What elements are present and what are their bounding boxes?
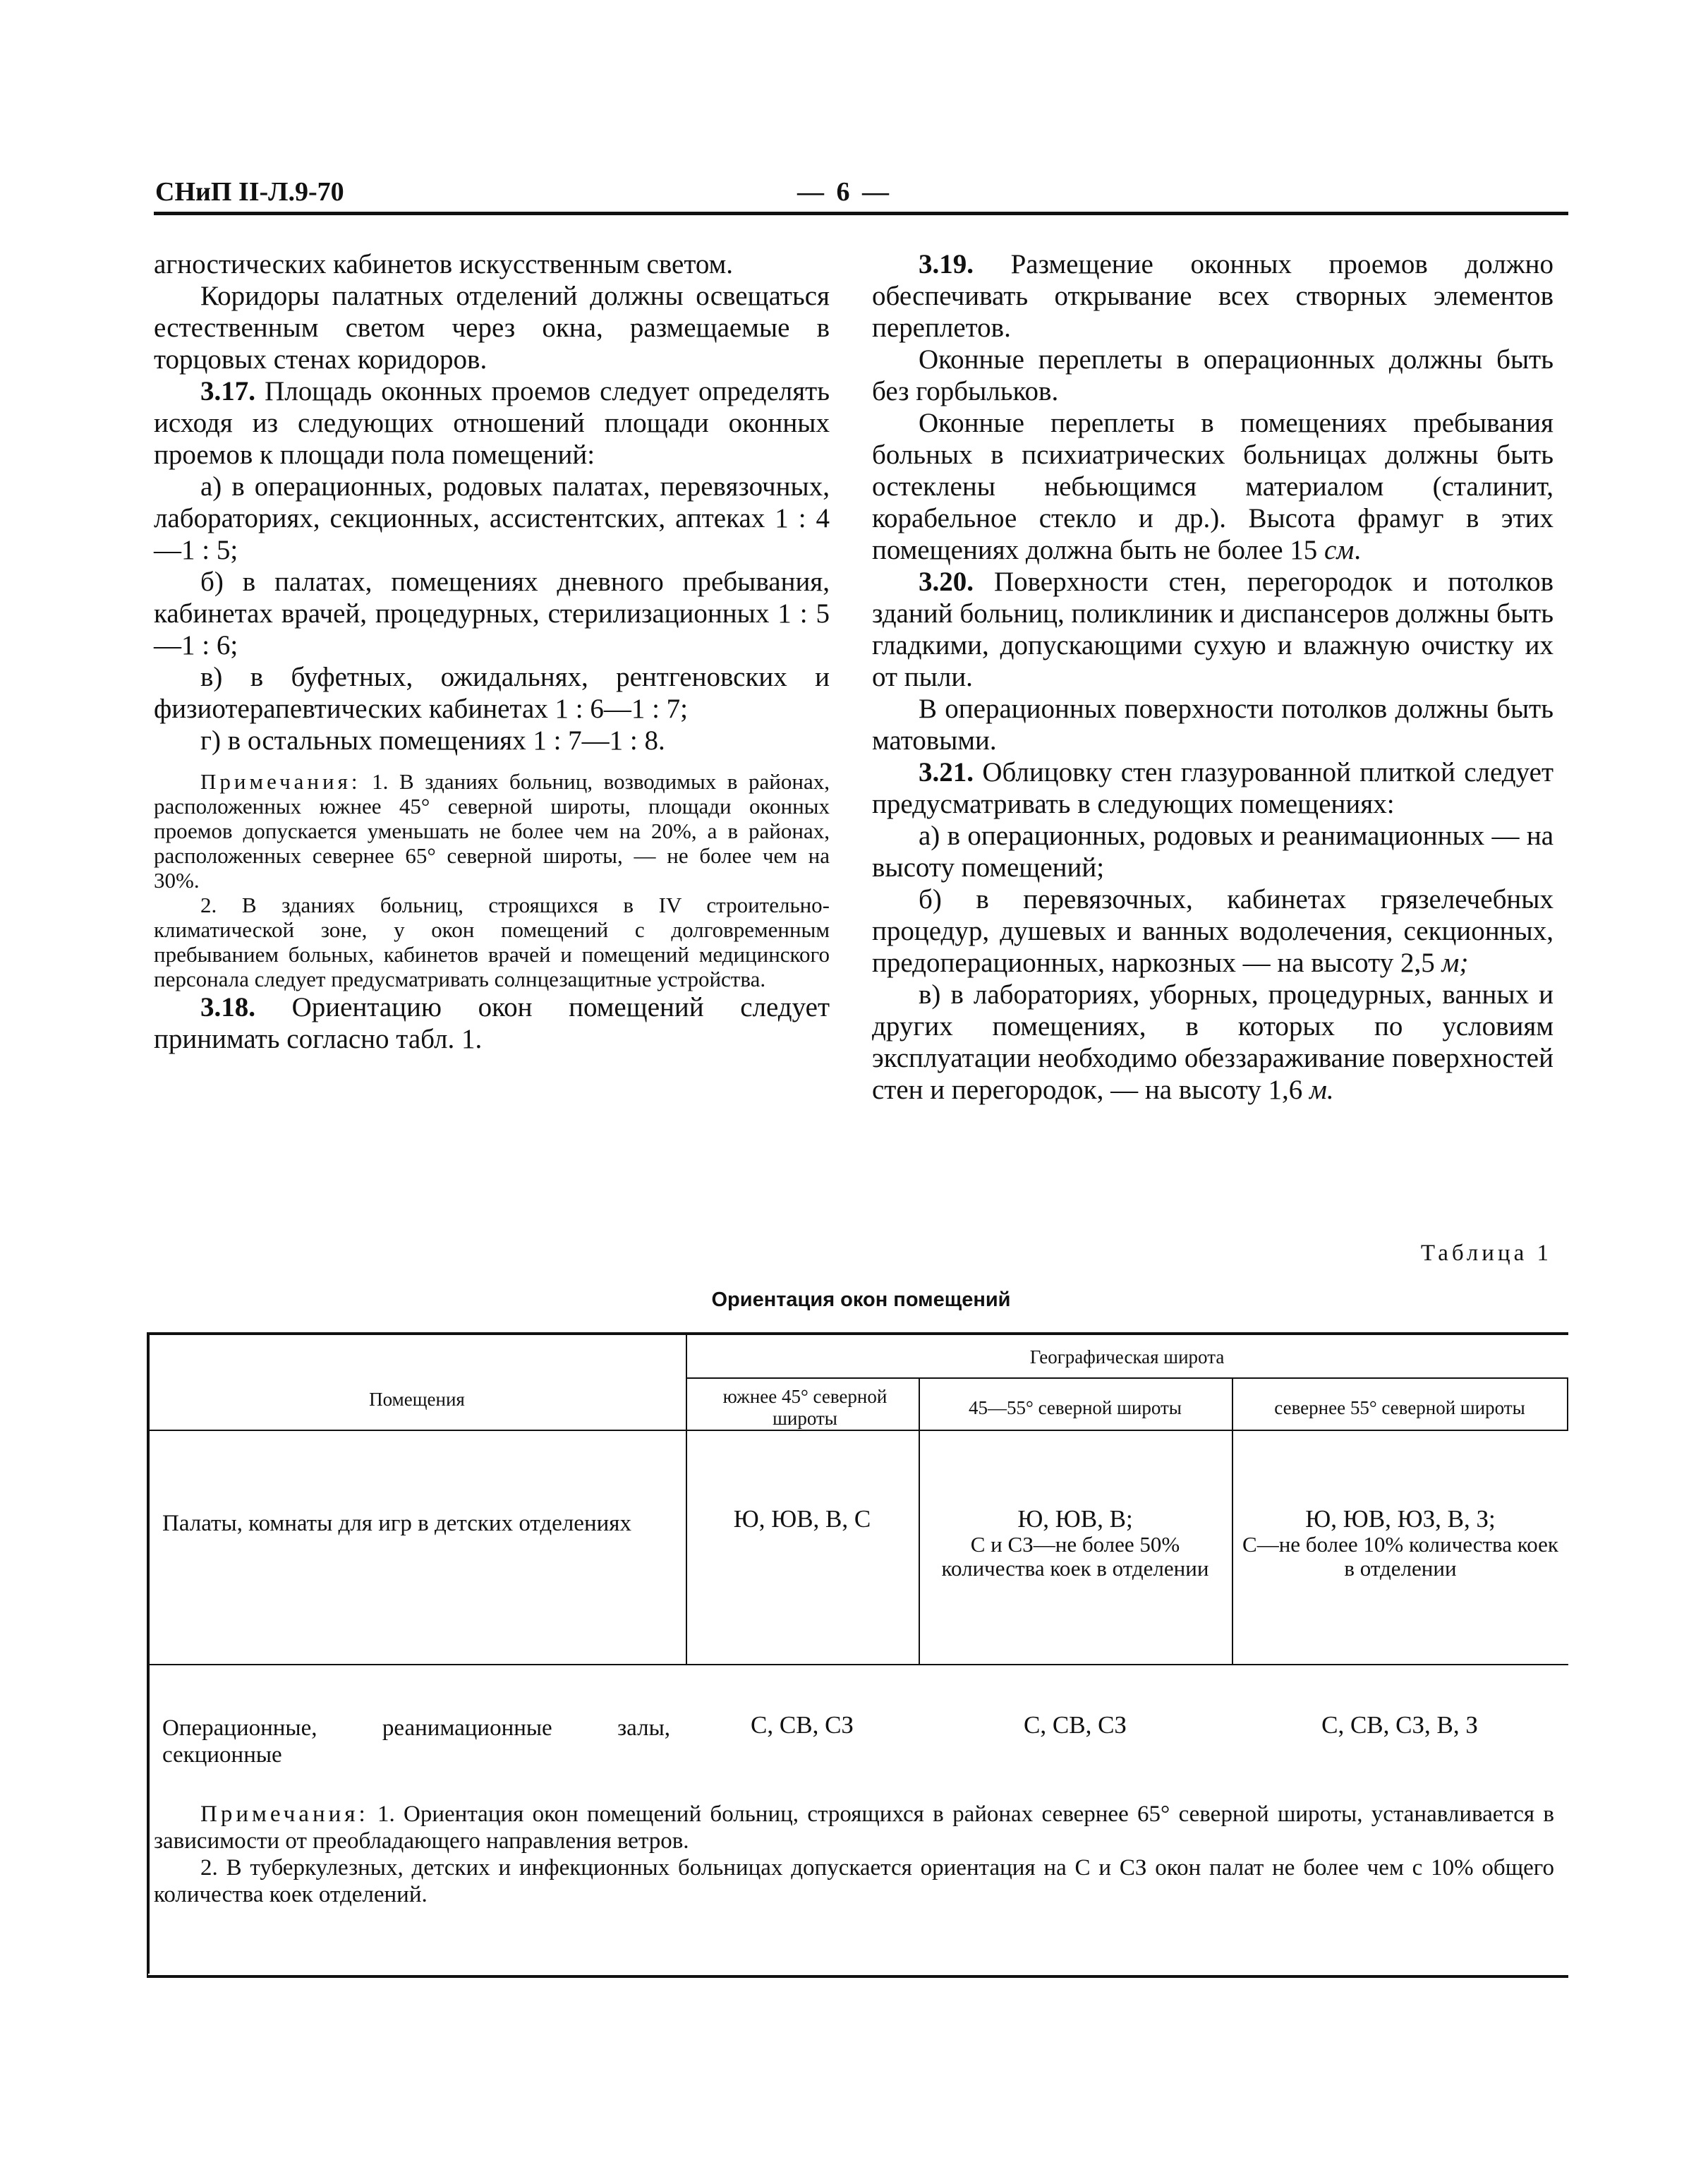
item-text: в) в лабораториях, уборных, процедурных, ванных и других помещениях, в которых по условиям эксплуатации необходимо обеззараживание поверхностей стен и перегородок, — на высоту 1,6 <box>872 979 1553 1105</box>
item-text: б) в перевязочных, кабинетах грязелечебных процедур, душевых и ванных водолечения, секционных, предоперационных, наркозных — на высоту 2,5 <box>872 884 1553 978</box>
punctuation: . <box>1354 535 1361 565</box>
paragraph-psychiatric <box>872 407 1553 566</box>
table-caption: Таблица 1 <box>1420 1241 1552 1266</box>
list-item-v: в) в буфетных, ожидальнях, рентгеновских и физиотерапевтических кабинетах 1 : 6—1 : 7; <box>154 662 830 724</box>
list-item-a: а) в операционных, родовых палатах, перевязочных, лабораториях, секционных, ассистентских, аптеках 1 : 4—1 : 5; <box>154 471 830 565</box>
list-item-v <box>872 979 1553 1106</box>
section-number: 3.20. <box>919 567 974 597</box>
col-divider <box>1232 1377 1233 1664</box>
section-3-19 <box>872 248 1553 344</box>
right-column <box>872 248 1553 1106</box>
section-number: 3.21. <box>919 757 974 787</box>
section-text: Ориентацию окон помещений следует принимать согласно табл. 1. <box>154 992 830 1054</box>
header-rooms: Помещения <box>369 1389 465 1410</box>
header-north-55: севернее 55° северной широты <box>1274 1397 1525 1418</box>
note-1-text: 1. В зданиях больниц, возводимых в районах, расположенных южнее 45° северной широты, площади оконных проемов допускается уменьшать не более чем на 20%, а в районах, расположенных севернее 65° северной широты, — не более чем на 30%. <box>154 769 830 893</box>
note-2: 2. В зданиях больниц, строящихся в IV строительно-климатической зоне, у окон помещений с долговременным пребыванием больных, кабинетов врачей и помещений медицинского персонала следует предусматривать солнцезащитные устройства. <box>154 893 830 991</box>
row-label-operating: Операционные, реанимационные залы, секционные <box>162 1715 670 1768</box>
paragraph-matte: В операционных поверхности потолков должны быть матовыми. <box>872 694 1553 756</box>
list-item-a: а) в операционных, родовых и реанимационных — на высоту помещений; <box>872 821 1553 883</box>
section-3-18 <box>154 991 830 1055</box>
notes-block <box>154 769 830 991</box>
notes-label: Примечания: <box>200 1801 369 1827</box>
table-note-1-text: 1. Ориентация окон помещений больниц, строящихся в районах севернее 65° северной широты, устанавливается в зависимости от преобладающего направления ветров. <box>154 1801 1554 1854</box>
section-number: 3.18. <box>200 992 255 1022</box>
cell-operating-south: С, СВ, СЗ <box>751 1711 854 1739</box>
section-3-21 <box>872 756 1553 820</box>
header-south-45: южнее 45° северной широты <box>722 1386 888 1429</box>
page-number: — 6 — <box>797 177 892 207</box>
body-bottom-rule <box>148 1664 1568 1665</box>
row-label-wards: Палаты, комнаты для игр в детских отделениях <box>162 1511 631 1536</box>
cell-operating-mid: С, СВ, СЗ <box>1024 1711 1127 1739</box>
section-text: Поверхности стен, перегородок и потолков зданий больниц, поликлиник и диспансеров должны быть гладкими, допускающими сухую и влажную очистку их от пыли. <box>872 567 1553 692</box>
col-divider <box>919 1377 920 1664</box>
unit: м. <box>1309 1075 1334 1105</box>
table-note-2: 2. В туберкулезных, детских и инфекционных больницах допускается ориентация на С и СЗ окон палат не более чем с 10% общего количества коек отделений. <box>154 1855 1554 1907</box>
col-divider <box>686 1335 687 1664</box>
table-title: Ориентация окон помещений <box>711 1288 1011 1311</box>
table-left-border <box>148 1335 150 1974</box>
header-divider <box>686 1377 1568 1379</box>
section-text: Площадь оконных проемов следует определять исходя из следующих отношений площади оконных проемов к площади пола помещений: <box>154 376 830 470</box>
page-header <box>155 176 1568 213</box>
cell-line: С и СЗ—не более 50% количества коек в отделении <box>941 1532 1209 1581</box>
section-3-17 <box>154 375 830 471</box>
left-column <box>154 248 830 1055</box>
cell-line: С—не более 10% количества коек в отделении <box>1242 1532 1558 1581</box>
table-notes <box>154 1801 1554 1908</box>
section-number: 3.19. <box>919 249 974 279</box>
notes-label: Примечания: <box>200 769 361 794</box>
header-rule <box>154 212 1568 215</box>
list-item-b: б) в палатах, помещениях дневного пребывания, кабинетах врачей, процедурных, стерилизационных 1 : 5—1 : 6; <box>154 567 830 660</box>
cell-line: Ю, ЮВ, В; <box>1017 1505 1133 1533</box>
section-number: 3.17. <box>200 376 255 406</box>
list-item-g: г) в остальных помещениях 1 : 7—1 : 8. <box>200 725 665 756</box>
section-3-20 <box>872 566 1553 693</box>
cell-operating-north: С, СВ, СЗ, В, З <box>1321 1711 1478 1739</box>
table-note-1 <box>154 1801 1554 1854</box>
document-code: СНиП II-Л.9-70 <box>155 177 344 207</box>
section-text: Размещение оконных проемов должно обеспечивать открывание всех створных элементов переплетов. <box>872 249 1553 343</box>
paragraph-continuation: агностических кабинетов искусственным светом. <box>154 249 734 279</box>
paragraph-operating-frames: Оконные переплеты в операционных должны быть без горбыльков. <box>872 344 1553 406</box>
cell-wards-mid <box>924 1506 1226 1581</box>
paragraph-text: Оконные переплеты в помещениях пребывания больных в психиатрических больницах должны быть остеклены небьющимся материалом (сталинит, корабельное стекло и др.). Высота фрамуг в этих помещениях должна быть не более 15 <box>872 408 1553 565</box>
unit: см <box>1324 535 1355 565</box>
cell-line: Ю, ЮВ, ЮЗ, В, З; <box>1305 1505 1496 1533</box>
note-1 <box>154 769 830 893</box>
cell-wards-south: Ю, ЮВ, В, С <box>733 1505 871 1533</box>
header-bottom-rule <box>148 1430 1568 1431</box>
header-latitude: Географическая широта <box>1029 1346 1225 1368</box>
header-45-55: 45—55° северной широты <box>969 1397 1182 1418</box>
list-item-b <box>872 883 1553 979</box>
cell-wards-north <box>1237 1506 1563 1581</box>
unit: м; <box>1441 948 1469 978</box>
paragraph-corridors: Коридоры палатных отделений должны освещаться естественным светом через окна, размещаемые в торцовых стенах коридоров. <box>154 281 830 375</box>
section-text: Облицовку стен глазурованной плиткой следует предусматривать в следующих помещениях: <box>872 757 1553 819</box>
